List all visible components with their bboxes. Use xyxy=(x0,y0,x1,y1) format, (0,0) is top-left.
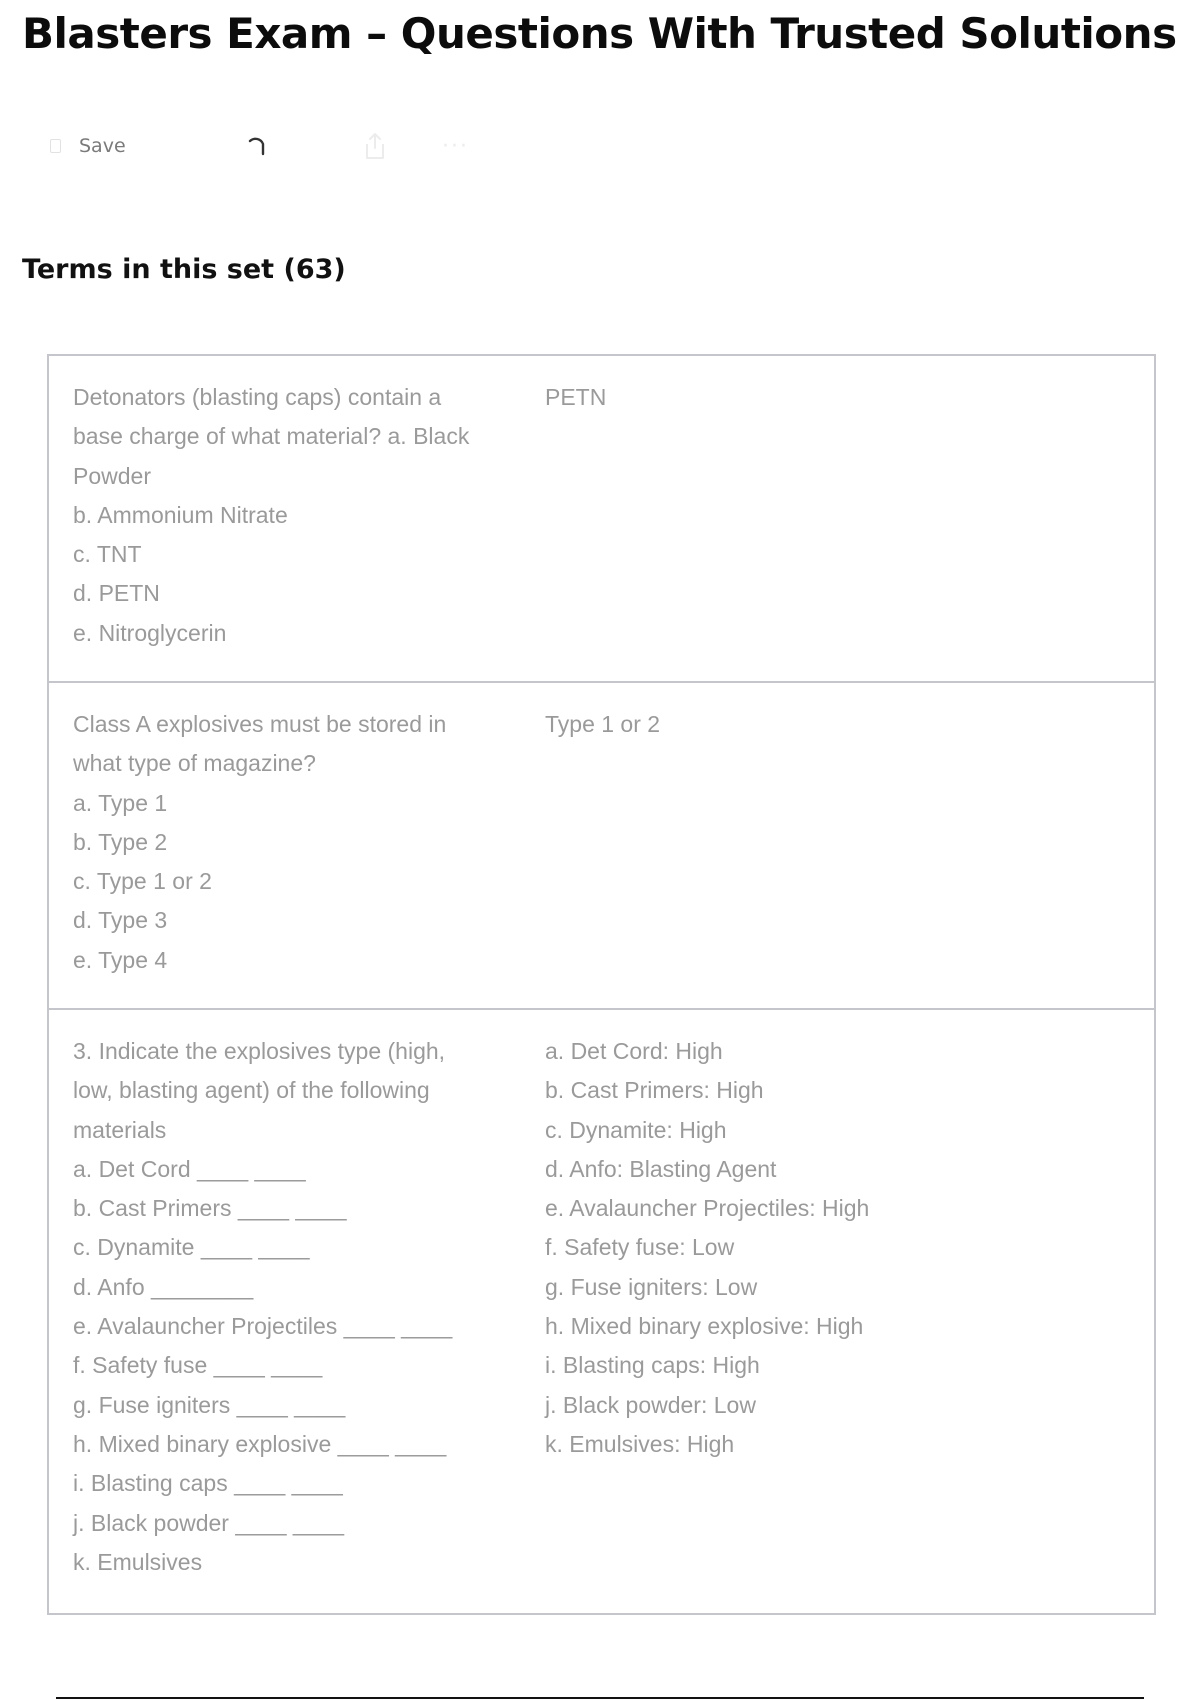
term-front-line: materials xyxy=(73,1116,167,1143)
footer-divider xyxy=(56,1697,1144,1699)
bookmark-icon xyxy=(50,139,61,153)
term-back-line: g. Fuse igniters: Low xyxy=(545,1273,758,1300)
term-front-line: low, blasting agent) of the following xyxy=(73,1077,430,1104)
term-front-line: b. Cast Primers ____ ____ xyxy=(73,1195,347,1222)
term-front-line: base charge of what material? a. Black xyxy=(73,423,470,450)
save-label: Save xyxy=(79,135,126,157)
more-dots: ··· xyxy=(442,133,469,159)
term-front-line: f. Safety fuse ____ ____ xyxy=(73,1352,323,1379)
term-card[interactable] xyxy=(49,1010,1154,1613)
term-front-line: c. Dynamite ____ ____ xyxy=(73,1234,310,1261)
term-front-line: Detonators (blasting caps) contain a xyxy=(73,384,442,410)
term-front xyxy=(73,378,513,653)
term-back-line: j. Black powder: Low xyxy=(545,1391,756,1418)
term-front-line: b. Ammonium Nitrate xyxy=(73,501,288,528)
term-back-line: i. Blasting caps: High xyxy=(545,1352,760,1379)
term-front-line: what type of magazine? xyxy=(73,750,316,777)
term-back xyxy=(545,1032,1105,1464)
term-front-line: h. Mixed binary explosive ____ ____ xyxy=(73,1430,447,1457)
share-icon[interactable] xyxy=(362,126,388,166)
term-front-line: c. TNT xyxy=(73,541,142,568)
term-back-line: b. Cast Primers: High xyxy=(545,1077,764,1104)
terms-heading: Terms in this set (63) xyxy=(22,254,346,285)
term-front-line: Class A explosives must be stored in xyxy=(73,711,447,737)
term-back-line: a. Det Cord: High xyxy=(545,1038,723,1064)
term-front-line: k. Emulsives xyxy=(73,1548,203,1575)
term-back-line: k. Emulsives: High xyxy=(545,1430,735,1457)
term-back-line: d. Anfo: Blasting Agent xyxy=(545,1155,777,1182)
term-front-line: Powder xyxy=(73,462,151,489)
term-front-line: j. Black powder ____ ____ xyxy=(73,1509,345,1536)
term-back-line: e. Avalauncher Projectiles: High xyxy=(545,1195,870,1222)
term-front-line: a. Det Cord ____ ____ xyxy=(73,1155,306,1182)
term-card[interactable] xyxy=(49,683,1154,1010)
term-back-line: c. Dynamite: High xyxy=(545,1116,727,1143)
term-front-line: d. Type 3 xyxy=(73,907,168,934)
term-front-line: e. Type 4 xyxy=(73,946,168,973)
term-front-line: a. Type 1 xyxy=(73,789,168,816)
page-title: Blasters Exam – Questions With Trusted Solutions xyxy=(22,9,1177,58)
toolbar xyxy=(50,126,490,166)
term-front xyxy=(73,1032,513,1582)
term-front-line: e. Nitroglycerin xyxy=(73,619,227,646)
terms-list xyxy=(47,354,1156,1615)
term-back-line: f. Safety fuse: Low xyxy=(545,1234,735,1261)
term-back xyxy=(545,378,1105,417)
term-front-line: g. Fuse igniters ____ ____ xyxy=(73,1391,346,1418)
term-front xyxy=(73,705,513,980)
term-front-line: d. PETN xyxy=(73,580,160,607)
term-back-line: PETN xyxy=(545,384,607,410)
term-back xyxy=(545,705,1105,744)
term-front-line: 3. Indicate the explosives type (high, xyxy=(73,1038,446,1064)
term-front-line: c. Type 1 or 2 xyxy=(73,868,212,895)
term-back-line: Type 1 or 2 xyxy=(545,711,661,737)
term-card[interactable] xyxy=(49,356,1154,683)
save-button[interactable] xyxy=(50,126,126,166)
term-back-line: h. Mixed binary explosive: High xyxy=(545,1313,864,1340)
term-front-line: d. Anfo ________ xyxy=(73,1273,254,1300)
term-front-line: b. Type 2 xyxy=(73,828,168,855)
term-front-line: i. Blasting caps ____ ____ xyxy=(73,1470,343,1497)
spinner-icon xyxy=(246,126,268,166)
more-icon[interactable] xyxy=(442,126,469,166)
term-front-line: e. Avalauncher Projectiles ____ ____ xyxy=(73,1313,453,1340)
